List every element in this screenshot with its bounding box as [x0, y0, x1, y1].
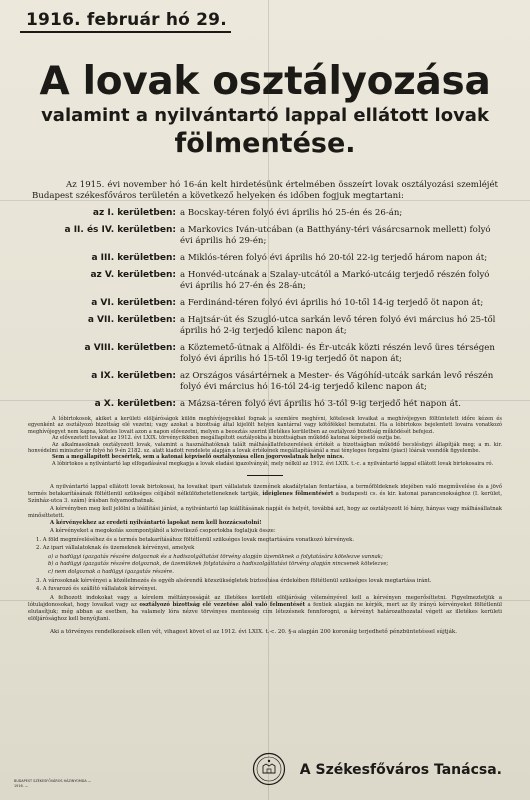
district-location: a Köztemető-útnak a Alföldi- és Ér-utcák közti részén levő üres térségen folyó évi április hó 15-től 19-ig terjedő öt napon át;	[180, 343, 495, 364]
exemption-paragraph: A kérvényben meg kell jelölni a lóállítási járást, a nyilvántartó lap kiállításának napját és helyét, továbbá azt, hogy az osztályozott ló hány, hányas vagy málhásállatnak minősíttetett.	[28, 505, 502, 519]
district-location: a Bocskay-téren folyó évi április hó 25-én és 26-án;	[180, 208, 403, 218]
district-row	[30, 270, 500, 292]
district-location: a Mázsa-téren folyó évi április hó 3-tól 9-ig terjedő hét napon át.	[180, 399, 461, 409]
council-signature: A Székesfőváros Tanácsa.	[299, 762, 502, 778]
list-subitem: c) nem dolgoznak a hadügyi igazgatás részére.	[48, 569, 174, 576]
poster-title: A lovak osztályozása	[39, 59, 491, 104]
inspection-rules	[28, 416, 502, 467]
exemption-paragraph: A felhozott indokokat vagy a kérelem méltányosságát az illetékes kerületi elöljáróság véleményével kell a kérvényen megerősíttetni. Figyelmeztetjük a lótulajdonosokat, hogy lovaikat vagy az osztályozó bizottság elé vezetése alól való felmentését a fentiek alapján ne kérjék, mert az ily irányú kérvényeket föltétlenül elutasítjuk; még abban az esetben, ha valamely lóra nézve törvényes mentesség cím létezésnek fennforogni, a kérvényt határozathozatal végett az illetékes kerületi elöljárósághoz kell benyújtani.	[28, 594, 502, 622]
district-label: az V. kerületben:	[90, 270, 176, 280]
district-label: a III. kerületben:	[91, 253, 176, 263]
district-row	[30, 298, 500, 309]
rule-paragraph: A lóbirtokosok, akiket a kerületi elöljáróságok külön meghívójegyekkel fognak a szemlére meghívni, kötelesek lovaikat a meghívójegyen föltüntetett időre kézen és egyenként az osztályozó bizottság elé vezetni; vagy azokat a bizottság által kijelölt helyen kantárral vagy kötőfékkel bemutatni. Ha a lóbirtokos bejelentett lovaira vonatkozó meghívójegyet nem kapna, köteles lovait azon a napon elővezetni, melyen a beosztás szerint illetékes kerületben az osztályozó bizottság működését befejezi.	[28, 416, 502, 435]
list-item: 3. A városoknak kérvényei a közélelmezés és egyéb alsórendű közszükségletek biztosítása érdekében föltétlenül szükséges lovak megtartása iránt.	[36, 577, 432, 584]
poster-subtitle: valamint a nyilvántartó lappal ellátott lovak	[41, 105, 489, 126]
penalty-notice: Aki a törvényes rendelkezések ellen vét, vihagest követ el az 1912. évi LXIX. t.-c. 20. §-a alapján 200 koronáig terjedhető pénzbüntetéssel sújtják.	[50, 628, 457, 635]
rule-paragraph: Az alkalmasoknak osztályozott lovak, valamint a használhatóknak talált málhásállatfelszerelések értékét a bizottságban működő becslésügyi állapítják meg; a m. kir. honvédelmi miniszter úr folyó hó 9-én 2182. sz. alatt kiadott rendelete alapján a lovak értékének megállapításánál a mai tényleges forgalmi (piaci) lóárak veendők figyelembe.	[28, 441, 502, 455]
district-label: a VI. kerületben:	[91, 298, 176, 308]
district-row	[30, 315, 500, 337]
district-label: a IX. kerületben:	[91, 371, 176, 381]
exemption-paragraph: A kérvényekhez az eredeti nyilvántartó lapokat nem kell hozzácsatolni!	[50, 520, 262, 527]
poster-subtitle-2: fölmentése.	[174, 128, 356, 159]
district-schedule	[30, 208, 500, 410]
rule-paragraph: Az elővezetett lovakat az 1912. évi LXIX. törvénycikkben megállapított osztályokba a bizottságban működő katonai képviselő osztja be.	[52, 435, 402, 442]
district-location: a Hajtsár-út és Szugló-utca sarkán levő téren folyó évi március hó 25-től április hó 2-ig terjedő kilenc napon át;	[180, 315, 496, 336]
exemption-rules	[28, 484, 502, 622]
district-label: a VIII. kerületben:	[84, 343, 176, 353]
district-label: a II. és IV. kerületben:	[64, 225, 176, 235]
footer	[14, 742, 516, 792]
poster-date: 1916. február hó 29.	[20, 10, 231, 33]
exemption-paragraph: A kérvényeket a megokolás szempontjából a következő csoportokba foglaljuk össze:	[50, 528, 276, 535]
emphasis: ideiglenes fölmentésért	[262, 491, 334, 498]
district-label: a X. kerületben:	[94, 399, 176, 409]
fold-line-horizontal	[0, 400, 530, 401]
exemption-paragraph: A nyilvántartó lappal ellátott lovak birtokosai, ha lovaikat ipari vállalatuk üzemének akadálytalan fentartása, a termőföldeknek idejében való megművelése és a jövő termés betakarításának föltétlenül szükséges céljából nélkülözhetetleneknek tartják, ideiglenes fölmentésért a budapesti cs. és kir. katonai parancsnoksághoz (I. kerület, Színház-utca 3. szám) írásban folyamodhatnak.	[28, 484, 502, 505]
printer-imprint: BUDAPEST SZÉKESFŐVÁROS HÁZINYOMDA — 1916. —	[14, 779, 92, 788]
list-item: 2. Az ipari vállalatoknak és üzemeknek kérvényei, amelyek	[36, 545, 195, 552]
district-location: a Markovics Iván-utcában (a Batthyány-téri vásárcsarnok mellett) folyó évi április hó 29-én;	[180, 225, 491, 246]
fold-line-horizontal	[0, 600, 530, 601]
emphasis: osztályozó bizottság elé vezetése alól való felmentését	[139, 601, 306, 608]
fold-line-horizontal	[0, 200, 530, 201]
district-row	[30, 208, 500, 219]
district-location: a Miklós-téren folyó évi április hó 20-tól 22-ig terjedő három napon át;	[180, 253, 488, 263]
list-item: 1. A föld megmíveléséhez és a termés betakarításához föltétlenül szükséges lovak megtartására vonatkozó kérvények.	[36, 536, 355, 543]
district-row	[30, 253, 500, 264]
district-row	[30, 343, 500, 365]
section-divider	[247, 475, 283, 476]
intro-paragraph: Az 1915. évi november hó 16-án kelt hirdetésünk értelmében összeírt lovak osztályozási szemléjét Budapest székesfőváros területén a következő helyeken és időben fogjuk megtartani:	[32, 180, 498, 201]
district-row	[30, 371, 500, 393]
district-row	[30, 225, 500, 247]
district-label: az I. kerületben:	[92, 208, 176, 218]
district-location: a Honvéd-utcának a Szalay-utcától a Markó-utcáig terjedő részén folyó évi április hó 27-én és 28-án;	[180, 270, 490, 291]
list-subitem: b) a hadügyi igazgatás részére dolgoznak, de üzemüknek folytatására a hadiszolgáltatási törvény alapján nincsenek kötelezve;	[48, 561, 389, 568]
rule-paragraph: A lóbirtokos a nyilvántartó lap elfogadásával megkapja a lovak eladási igazolványát, mely nélkül az 1912. évi LXIX. t.-c. a nyilvántartó lappal ellátott lovak birtokosaira ró.	[52, 460, 494, 467]
list-subitem: a) a hadügyi igazgatás részére dolgoznak és a hadiszolgáltatási törvény alapján üzemüknek a folytatására kötelezve vannak;	[48, 553, 383, 560]
rule-paragraph: Sem a megállapított becsértek, sem a katonai képviselő osztályozása ellen jogorvoslatnak helye nincs.	[52, 454, 344, 461]
city-seal-icon	[252, 752, 286, 786]
district-location: a Ferdinánd-téren folyó évi április hó 10-től 14-ig terjedő öt napon át;	[180, 298, 484, 308]
district-location: az Országos vásártérnek a Mester- és Vágóhíd-utcák sarkán levő részén folyó évi március hó 16-tól 24-ig terjedő kilenc napon át;	[180, 371, 494, 392]
list-item: 4. A fuvarozó és szállító vállalatok kérvényei.	[36, 586, 158, 593]
district-label: a VII. kerületben:	[87, 315, 176, 325]
